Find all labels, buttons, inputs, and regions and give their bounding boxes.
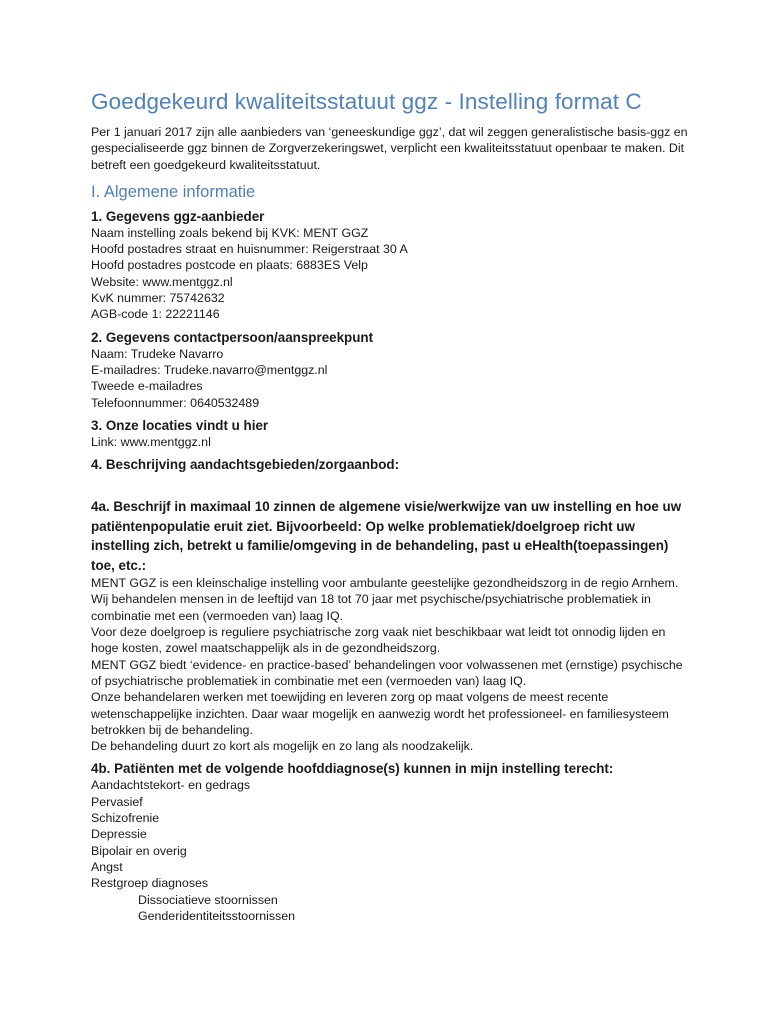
document-page [91,88,691,924]
provider-agb: AGB-code 1: 22221146 [91,307,220,322]
diagnosis-sub-item: Dissociatieve stoornissen [138,892,278,907]
locations-link: Link: www.mentggz.nl [91,434,211,449]
provider-postcode: Hoofd postadres postcode en plaats: 6883ES Velp [91,258,368,273]
heading-ggz-provider: 1. Gegevens ggz-aanbieder [91,208,265,224]
diagnosis-item: Depressie [91,827,147,842]
heading-locations: 3. Onze locaties vindt u hier [91,417,269,433]
vision-answer [91,575,691,754]
heading-contact-person: 2. Gegevens contactpersoon/aanspreekpunt [91,329,374,345]
provider-street: Hoofd postadres straat en huisnummer: Reigerstraat 30 A [91,242,408,257]
contact-email: E-mailadres: Trudeke.navarro@mentggz.nl [91,362,328,377]
provider-kvk: KvK nummer: 75742632 [91,291,225,306]
contact-second-email: Tweede e-mailadres [91,379,203,394]
provider-details [91,225,691,323]
heading-diagnoses: 4b. Patiënten met de volgende hoofddiagnose(s) kunnen in mijn instelling terecht: [91,761,614,777]
intro-paragraph: Per 1 januari 2017 zijn alle aanbieders van ‘geneeskundige ggz’, dat wil zeggen generalistische basis-ggz en gespecialiseerde ggz binnen de Zorgverzekeringswet, verplicht een kwaliteitsstatuut openbaar te maken. Dit betreft een goedgekeurd kwaliteitsstatuut. [91,125,688,172]
section-title-general-info: I. Algemene informatie [91,182,256,201]
contact-details [91,346,691,411]
heading-vision-question: 4a. Beschrijf in maximaal 10 zinnen de algemene visie/werkwijze van uw instelling en hoe uw patiëntenpopulatie eruit ziet. Bijvoorbeeld: Op welke problematiek/doelgroep richt uw instelling zich, betrekt u familie/omgeving in de behandeling, past u eHealth(toepassingen) toe, etc.: [91,499,682,573]
contact-name: Naam: Trudeke Navarro [91,346,224,361]
diagnosis-item: Restgroep diagnoses [91,876,209,891]
diagnosis-item: Pervasief [91,794,143,809]
provider-name: Naam instelling zoals bekend bij KVK: MENT GGZ [91,225,369,240]
page-title: Goedgekeurd kwaliteitsstatuut ggz - Instelling format C [91,89,642,114]
vision-paragraph: De behandeling duurt zo kort als mogelijk en zo lang als noodzakelijk. [91,739,474,754]
diagnosis-item: Bipolair en overig [91,843,187,858]
diagnosis-item: Aandachtstekort- en gedrags [91,778,251,793]
diagnosis-list [91,777,691,924]
diagnosis-item: Schizofrenie [91,811,160,826]
vision-paragraph: MENT GGZ is een kleinschalige instelling voor ambulante geestelijke gezondheidszorg in de regio Arnhem. Wij behandelen mensen in de leeftijd van 18 tot 70 jaar met psychische/psychiatrische problematiek in combinatie met een (vermoeden van) laag IQ. [91,576,679,623]
heading-care-offering: 4. Beschrijving aandachtsgebieden/zorgaanbod: [91,457,400,473]
vision-paragraph: Voor deze doelgroep is reguliere psychiatrische zorg vaak niet beschikbaar wat leidt tot onnodig lijden en hoge kosten, zowel maatschappelijk als in de gezondheidszorg. [91,625,666,656]
diagnosis-sub-item: Genderidentiteitsstoornissen [138,908,296,923]
diagnosis-item: Angst [91,859,123,874]
vision-paragraph: Onze behandelaren werken met toewijding en leveren zorg op maat volgens de meest recente wetenschappelijke inzichten. Daar waar mogelijk en aanwezig wordt het professioneel- en familiesysteem betrokken bij de behandeling. [91,690,669,737]
contact-phone: Telefoonnummer: 0640532489 [91,395,260,410]
provider-website: Website: www.mentggz.nl [91,274,233,289]
vision-paragraph: MENT GGZ biedt ‘evidence- en practice-based’ behandelingen voor volwassenen met (ernstige) psychische of psychiatrische problematiek in combinatie met een (vermoeden van) laag IQ. [91,657,683,688]
